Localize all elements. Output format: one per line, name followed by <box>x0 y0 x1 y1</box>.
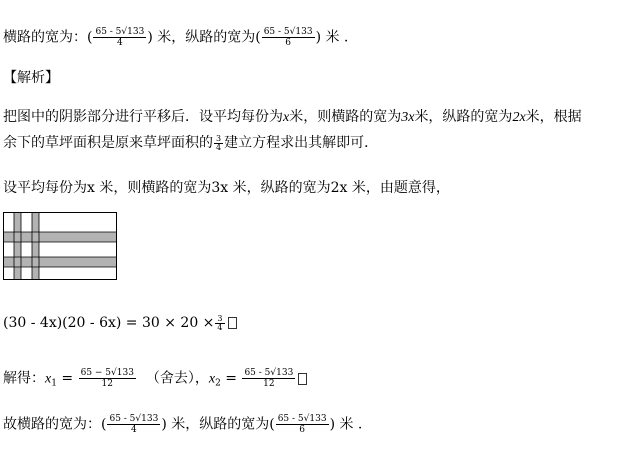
fraction-numerator: 65 - 5√133 <box>244 368 294 378</box>
lawn-diagram <box>3 212 133 287</box>
answer-mid: ) 米，纵路的宽为( <box>161 416 275 433</box>
placeholder-box <box>298 373 307 385</box>
fraction-numerator: 65 - 5√133 <box>263 27 313 37</box>
setup-line: 设平均每份为x 米，则横路的宽为3x 米，纵路的宽为2x 米，由题意得， <box>3 180 450 196</box>
fraction <box>79 368 136 389</box>
text: 把图中的阴影部分进行平移后．设平均每份为 <box>3 109 283 125</box>
placeholder-box <box>228 317 237 329</box>
equation-text: (30 - 4x)(20 - 6x) = 30 × 20 × <box>3 315 215 331</box>
fraction <box>242 368 295 389</box>
text: 建立方程求出其解即可． <box>224 135 379 151</box>
fraction-numerator: 3 <box>217 313 223 323</box>
variable: x <box>208 371 216 387</box>
fraction <box>262 27 315 48</box>
fraction-denominator: 6 <box>299 425 305 435</box>
fraction-numerator: 3 <box>216 133 222 143</box>
fraction-numerator: 65 - 5√133 <box>277 414 327 424</box>
equation-line <box>3 314 237 332</box>
equals: = <box>220 370 242 387</box>
fraction-numerator: 65 − 5√133 <box>80 368 134 378</box>
analysis-line-1 <box>3 108 582 127</box>
answer-suffix: ) 米 . <box>329 416 363 433</box>
analysis-heading: 【解析】 <box>3 70 59 86</box>
fraction-denominator: 12 <box>263 379 275 389</box>
variable: x <box>45 371 52 387</box>
fraction-denominator: 4 <box>117 38 123 48</box>
fraction-numerator: 65 - 5√133 <box>95 27 145 37</box>
vertical-road <box>14 213 21 279</box>
subscript: 1 <box>51 378 57 389</box>
fraction <box>215 315 224 332</box>
fraction <box>276 414 329 435</box>
equals: = <box>56 370 78 387</box>
variable: 3x <box>401 110 415 125</box>
discard-note: （舍去）， <box>145 370 209 387</box>
answer-suffix: ) 米 . <box>315 29 349 46</box>
fraction-denominator: 4 <box>131 425 137 435</box>
subscript: 2 <box>215 378 221 389</box>
fraction <box>214 135 223 152</box>
fraction-denominator: 12 <box>101 379 113 389</box>
variable: 2x <box>512 110 526 125</box>
vertical-road <box>32 213 39 279</box>
fraction-numerator: 65 - 5√133 <box>109 414 159 424</box>
fraction <box>107 414 160 435</box>
text: 米，纵路的宽为 <box>414 109 513 125</box>
text: 米，则横路的宽为 <box>289 109 402 125</box>
analysis-line-2 <box>3 134 378 152</box>
answer-prefix: 故横路的宽为：( <box>3 416 107 433</box>
text: 余下的草坪面积是原来草坪面积的 <box>3 135 213 151</box>
fraction <box>93 27 146 48</box>
final-answer-line <box>3 414 362 435</box>
fraction-denominator: 4 <box>217 322 223 332</box>
variable: x <box>283 110 290 125</box>
answer-mid: ) 米，纵路的宽为( <box>147 29 261 46</box>
answer-line-top <box>3 27 348 48</box>
fraction-denominator: 4 <box>216 142 222 152</box>
text: 米，根据 <box>525 109 582 125</box>
fraction-denominator: 6 <box>285 38 291 48</box>
solution-label: 解得： <box>3 370 45 387</box>
answer-prefix: 横路的宽为：( <box>3 29 93 46</box>
solution-line <box>3 368 307 393</box>
